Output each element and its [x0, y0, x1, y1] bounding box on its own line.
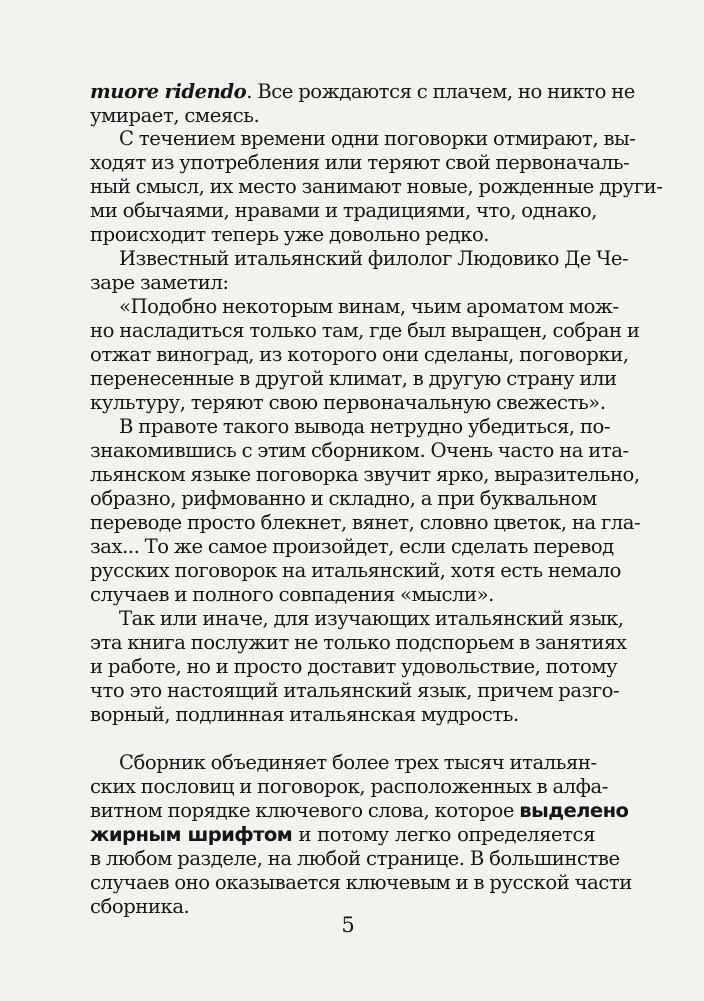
- text-line: ворный, подлинная итальянская мудрость.: [90, 703, 519, 726]
- text-line: перенесенные в другой климат, в другую страну или: [90, 367, 617, 390]
- text-line: сборника.: [90, 895, 190, 918]
- text-span: . Все рождаются с плачем, но никто не: [246, 80, 635, 103]
- text-span: витном порядке ключевого слова, которое: [90, 799, 520, 822]
- text-line: ходят из употребления или теряют свой первоначаль-: [90, 151, 630, 174]
- text-line: ских пословиц и поговорок, расположенных в алфа-: [90, 775, 608, 798]
- text-line: отжат виноград, из которого они сделаны, поговорки,: [90, 343, 629, 366]
- text-line: и работе, но и просто доставит удовольствие, потому: [90, 655, 618, 678]
- text-span: и потому легко определяется: [292, 823, 595, 846]
- text-line: происходит теперь уже довольно редко.: [90, 223, 490, 246]
- bold-phrase: выделено: [519, 799, 629, 822]
- text-line: образно, рифмованно и складно, а при буквальном: [90, 487, 597, 510]
- text-line: «Подобно некоторым винам, чьим ароматом мож-: [119, 295, 619, 318]
- text-line: культуру, теряют свою первоначальную свежесть».: [90, 391, 606, 414]
- italian-phrase: muore ridendo: [90, 80, 247, 103]
- bold-phrase: жирным шрифтом: [90, 823, 293, 846]
- text-line: зах... То же самое произойдет, если сделать перевод: [90, 535, 614, 558]
- text-line: русских поговорок на итальянский, хотя есть немало: [90, 559, 621, 582]
- text-line: знакомившись с этим сборником. Очень часто на ита-: [90, 439, 629, 462]
- text-line: [90, 80, 635, 104]
- text-line: [90, 799, 629, 823]
- text-line: случаев оно оказывается ключевым и в русской части: [90, 871, 632, 894]
- text-line: В правоте такого вывода нетрудно убедиться, по-: [119, 415, 611, 438]
- text-line: Известный итальянский филолог Людовико Де Че-: [119, 247, 629, 270]
- text-line: случаев и полного совпадения «мысли».: [90, 583, 494, 606]
- text-line: переводе просто блекнет, вянет, словно цветок, на гла-: [90, 511, 641, 534]
- text-line: льянском языке поговорка звучит ярко, выразительно,: [90, 463, 640, 486]
- text-line: ный смысл, их место занимают новые, рожденные други-: [90, 175, 663, 198]
- page-number: 5: [341, 913, 355, 937]
- text-line: Так или иначе, для изучающих итальянский язык,: [119, 607, 624, 630]
- text-line: заре заметил:: [90, 271, 229, 294]
- text-line: С течением времени одни поговорки отмирают, вы-: [119, 127, 636, 150]
- text-line: эта книга послужит не только подспорьем в занятиях: [90, 631, 627, 654]
- text-line: в любом разделе, на любой странице. В большинстве: [90, 847, 620, 870]
- text-line: ми обычаями, нравами и традициями, что, однако,: [90, 199, 598, 222]
- text-line: но насладиться только там, где был выращен, собран и: [90, 319, 640, 342]
- text-line: [90, 823, 595, 847]
- text-line: что это настоящий итальянский язык, причем разго-: [90, 679, 620, 702]
- text-line: Сборник объединяет более трех тысяч итальян-: [119, 751, 597, 774]
- text-line: умирает, смеясь.: [90, 104, 260, 127]
